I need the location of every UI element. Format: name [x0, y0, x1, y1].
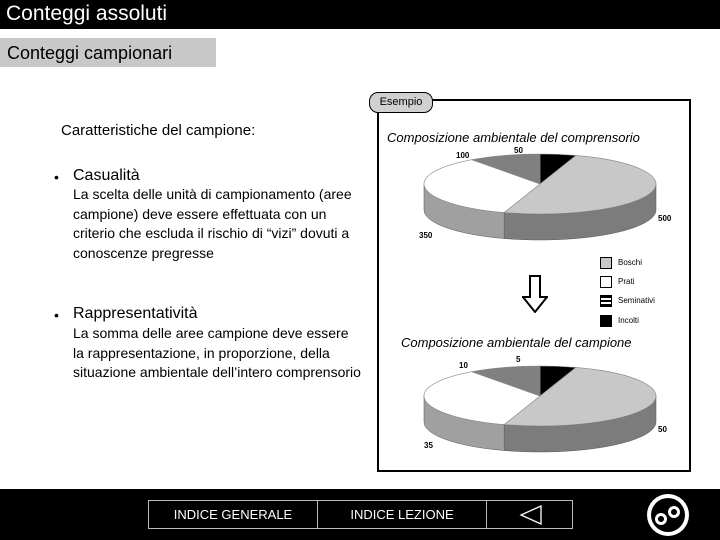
pie-label-boschi: 50	[658, 425, 667, 434]
pie-chart-comprensorio	[420, 150, 660, 246]
bullet-title-casualita: Casualità	[73, 167, 140, 184]
pie-label-seminativi: 10	[459, 361, 468, 370]
title-bar	[0, 0, 720, 29]
pie-chart-campione	[420, 362, 660, 458]
binoculars-icon[interactable]	[645, 492, 691, 538]
index-lesson-button[interactable]: INDICE LEZIONE	[317, 500, 487, 529]
pie-label-prati: 35	[424, 441, 433, 450]
pie-label-incolti: 5	[516, 355, 521, 364]
legend-label: Incolti	[618, 316, 639, 325]
legend-swatch	[600, 276, 612, 288]
legend-label: Prati	[618, 277, 635, 286]
chart-title-comprensorio: Composizione ambientale del comprensorio	[387, 130, 640, 145]
legend-swatch	[600, 295, 612, 307]
page-title: Conteggi assoluti	[6, 2, 168, 25]
bullet-marker: •	[54, 169, 59, 185]
legend-swatch	[600, 315, 612, 327]
back-button[interactable]	[486, 500, 573, 529]
bullet-title-rappresentativita: Rappresentatività	[73, 305, 198, 322]
pie-label-seminativi: 100	[456, 151, 470, 160]
pie-label-prati: 350	[419, 231, 433, 240]
legend-label: Boschi	[618, 258, 643, 267]
bullet-body-casualita: La scelta delle unità di campionamento (aree campione) deve essere effettuata con un criterio che escluda il rischio di “vizi” dovuti a conoscenze pregresse	[73, 186, 352, 261]
legend-label: Seminativi	[618, 296, 655, 305]
index-general-button[interactable]: INDICE GENERALE	[148, 500, 318, 529]
pie-label-boschi: 500	[658, 214, 672, 223]
subtitle-box	[0, 38, 216, 67]
pie-label-incolti: 50	[514, 146, 523, 155]
legend-swatch	[600, 257, 612, 269]
chart-title-campione: Composizione ambientale del campione	[401, 335, 632, 350]
back-arrow-icon	[519, 505, 543, 525]
arrow-down-icon	[522, 275, 548, 313]
example-tag: Esempio	[369, 92, 433, 113]
bullet-marker: •	[54, 307, 59, 323]
bullet-body-rappresentativita: La somma delle aree campione deve essere la rappresentazione, in proporzione, della situazione ambientale dell’intero comprensorio	[73, 325, 361, 380]
page-subtitle: Conteggi campionari	[7, 43, 173, 63]
section-heading: Caratteristiche del campione:	[61, 122, 256, 139]
